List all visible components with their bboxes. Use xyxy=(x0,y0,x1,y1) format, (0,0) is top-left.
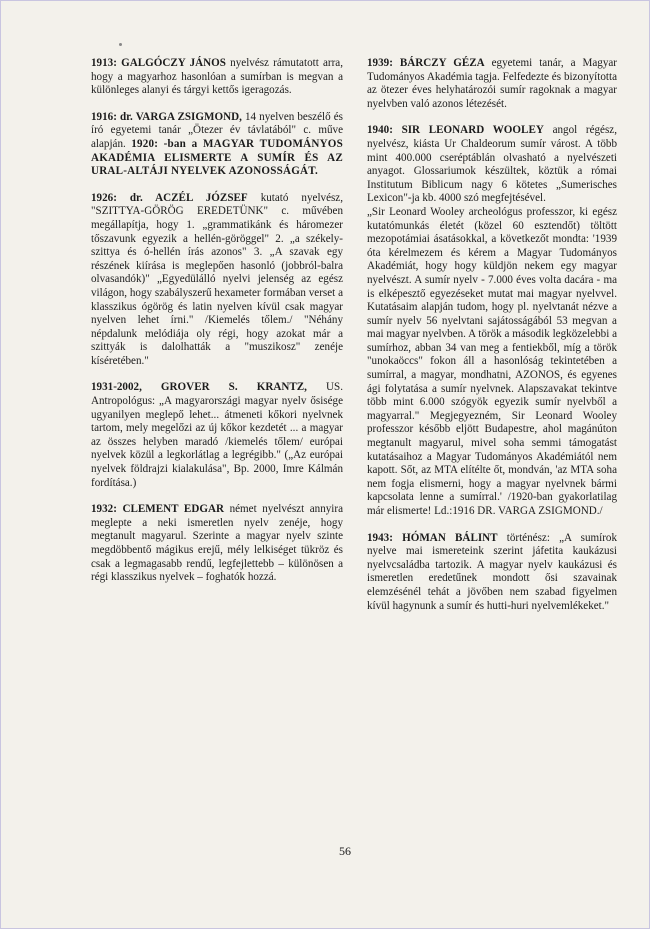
entry-varga xyxy=(91,111,343,179)
entry-heading: 1913: GALGÓCZY JÁNOS xyxy=(91,57,226,69)
entry-barczy xyxy=(367,57,617,111)
entry-highlight: 1920: -ban a MAGYAR TUDOMÁNYOS AKADÉMIA ELISMERTE A SUMÍR ÉS AZ URAL-ALTÁJI NYELVEK AZONOSSÁGÁT. xyxy=(91,137,344,178)
entry-body: angol régész, nyelvész, kiásta Ur Chaldeorum sumír várost. A több mint 400.000 cseréptáblán olvasható a nyelvészeti anyagot. Glossariumok készültek, köztük a római Institutum Biblicum nagy 6 kötetes „Sumerisches Lexicon"-ja kb. 4000 szó megfejtésével. xyxy=(367,124,617,205)
entry-heading: 1943: HÓMAN BÁLINT xyxy=(367,531,498,544)
entry-krantz xyxy=(91,381,343,490)
entry-wooley xyxy=(367,124,617,518)
entry-heading: 1939: BÁRCZY GÉZA xyxy=(367,57,485,69)
entry-clement xyxy=(91,503,343,585)
entry-heading: 1932: CLEMENT EDGAR xyxy=(91,503,224,516)
entry-heading: 1926: dr. ACZÉL JÓZSEF xyxy=(91,191,248,204)
entry-heading: 1931-2002, GROVER S. KRANTZ, xyxy=(91,381,307,394)
entry-aczel xyxy=(91,192,343,369)
scan-speck xyxy=(119,43,122,46)
entry-homan xyxy=(367,532,617,614)
entry-heading: 1940: SIR LEONARD WOOLEY xyxy=(367,124,544,137)
entry-body: 14 nyelven beszélő és író egyetemi tanár „Ötezer év távlatából" c. műve alapján. xyxy=(91,110,343,150)
left-column xyxy=(91,57,343,598)
entry-body: német nyelvészt annyira meglepte a neki ismeretlen nyelv zenéje, hogy megtanult magyarul. Szerinte a magyar nyelv szinte megdöbbentő mágikus erejű, mély lelkiséget tükröz és csak a legmagasabb rendű, legfejlettebb – különösen a régi klasszikus nyelvek – foghatók hozzá. xyxy=(91,503,343,584)
entry-body: nyelvész rámutatott arra, hogy a magyarhoz hasonlóan a sumírban is megvan a különleges alanyi és tárgyi kettős igeragozás. xyxy=(91,57,343,97)
page-number: 56 xyxy=(339,844,351,858)
entry-galgoczy xyxy=(91,57,343,98)
entry-body: US. Antropológus: „A magyarországi magyar nyelv ősisége ugyanilyen meglepő lehet... átmeneti kőkori nyelvnek tartom, mely megelőzi az új kőkor kezdetét ... a magyar az összes helyben maradó /kiemelés tőlem/ európai nyelvek közül a legkorlátlag a legrégibb." („Az európai nyelvek földrajzi kialakulása", Bp. 2000, Imre Kálmán fordítása.) xyxy=(91,381,343,489)
entry-body: egyetemi tanár, a Magyar Tudományos Akadémia tagja. Felfedezte és bizonyította az ötezer éves helyhatározói sumír ragoknak a magyar nyelvben való azonos létezését. xyxy=(367,57,617,110)
right-column xyxy=(367,57,617,626)
entry-heading: 1916: dr. VARGA ZSIGMOND, xyxy=(91,110,242,123)
entry-quote: „Sir Leonard Wooley archeológus professzor, ki egész kutatómunkás életét (közel 60 esztendőt) töltött mezopotámiai ásatásokkal, a következőt mondta: '1939 óta kérelmezem és kérem a Magyar Tudományos Akadémiát, hogy hogy küldjön nekem egy magyar nyelvészt. A sumír nyelv - 7.000 éves volta dacára - ma is elképesztő egyezéseket mutat mai magyar nyelvvel. Kutatásaim alapján tudom, hogy pl. nyelvtanát nézve a sumír nyelv 56 nyelvtani sajátosságából 53 megvan a mai magyar nyelvben. A török a második legközelebbi a sumírhoz, abban 34 van meg a fentiekből, míg a török "unokaöccs" fokon áll a hasonlóság tekintetében a sumírral, a magyar, mondhatni, AZONOS, és egyenes ági folytatása a sumír nyelvnek. Alapszavakat tekintve több mint 6.000 szógyök egyezik sumír nyelvből a magyarral." Megjegyezném, Sir Leonard Wooley professzor később eljött Budapestre, ahol magánúton megtanult magyarul, mivel soha semmi támogatást kutatásaihoz a Magyar Tudományos Akadémiától nem kapott. Sőt, az MTA elítélte őt, mondván, 'az MTA soha nem fogja elismerni, hogy a magyar nyelvnek bármi kapcsolata lenne a sumírral.' /1920-ban gyakorlatilag már elismerte! Ld.:1916 DR. VARGA ZSIGMOND./ xyxy=(367,205,617,517)
entry-body: történész: „A sumírok nyelve mai ismereteink szerint jáfetita kaukázusi nyelvcsaládba tartozik. A magyar nyelv kaukázusi és ismeretlen eredetűnek mondott ősi szavainak elemzésénél tehát a jövőben nem szabad figyelmen kívül hagynunk a sumír és hutti-huri nyelvemlékeket." xyxy=(367,531,617,612)
entry-body: kutató nyelvész, "SZITTYA-GÖRÖG EREDETÜNK" c. művében megállapítja, hogy 1. „grammatikánk és háromezer tőszavunk egyezik a hellén-göröggel" 2. „a székely-szittya és ó-hellén írás azonos" 3. „A szavak egy részének kiírása is meglepően hasonló (jobbról-balra olvasandók)" „Egyedülálló nyelvi jelenség az egész világon, hogy szabályszerű hexameter formában verset a klasszikus ógörög és latin nyelven kívül csak magyar nyelven lehet írni." /Kiemelés tőlem./ "Néhány népdalunk melódiája oly régi, hogy azokat már a szittyák is dalolhatták a "muszikosz" zenéje kíséretében." xyxy=(91,191,344,367)
